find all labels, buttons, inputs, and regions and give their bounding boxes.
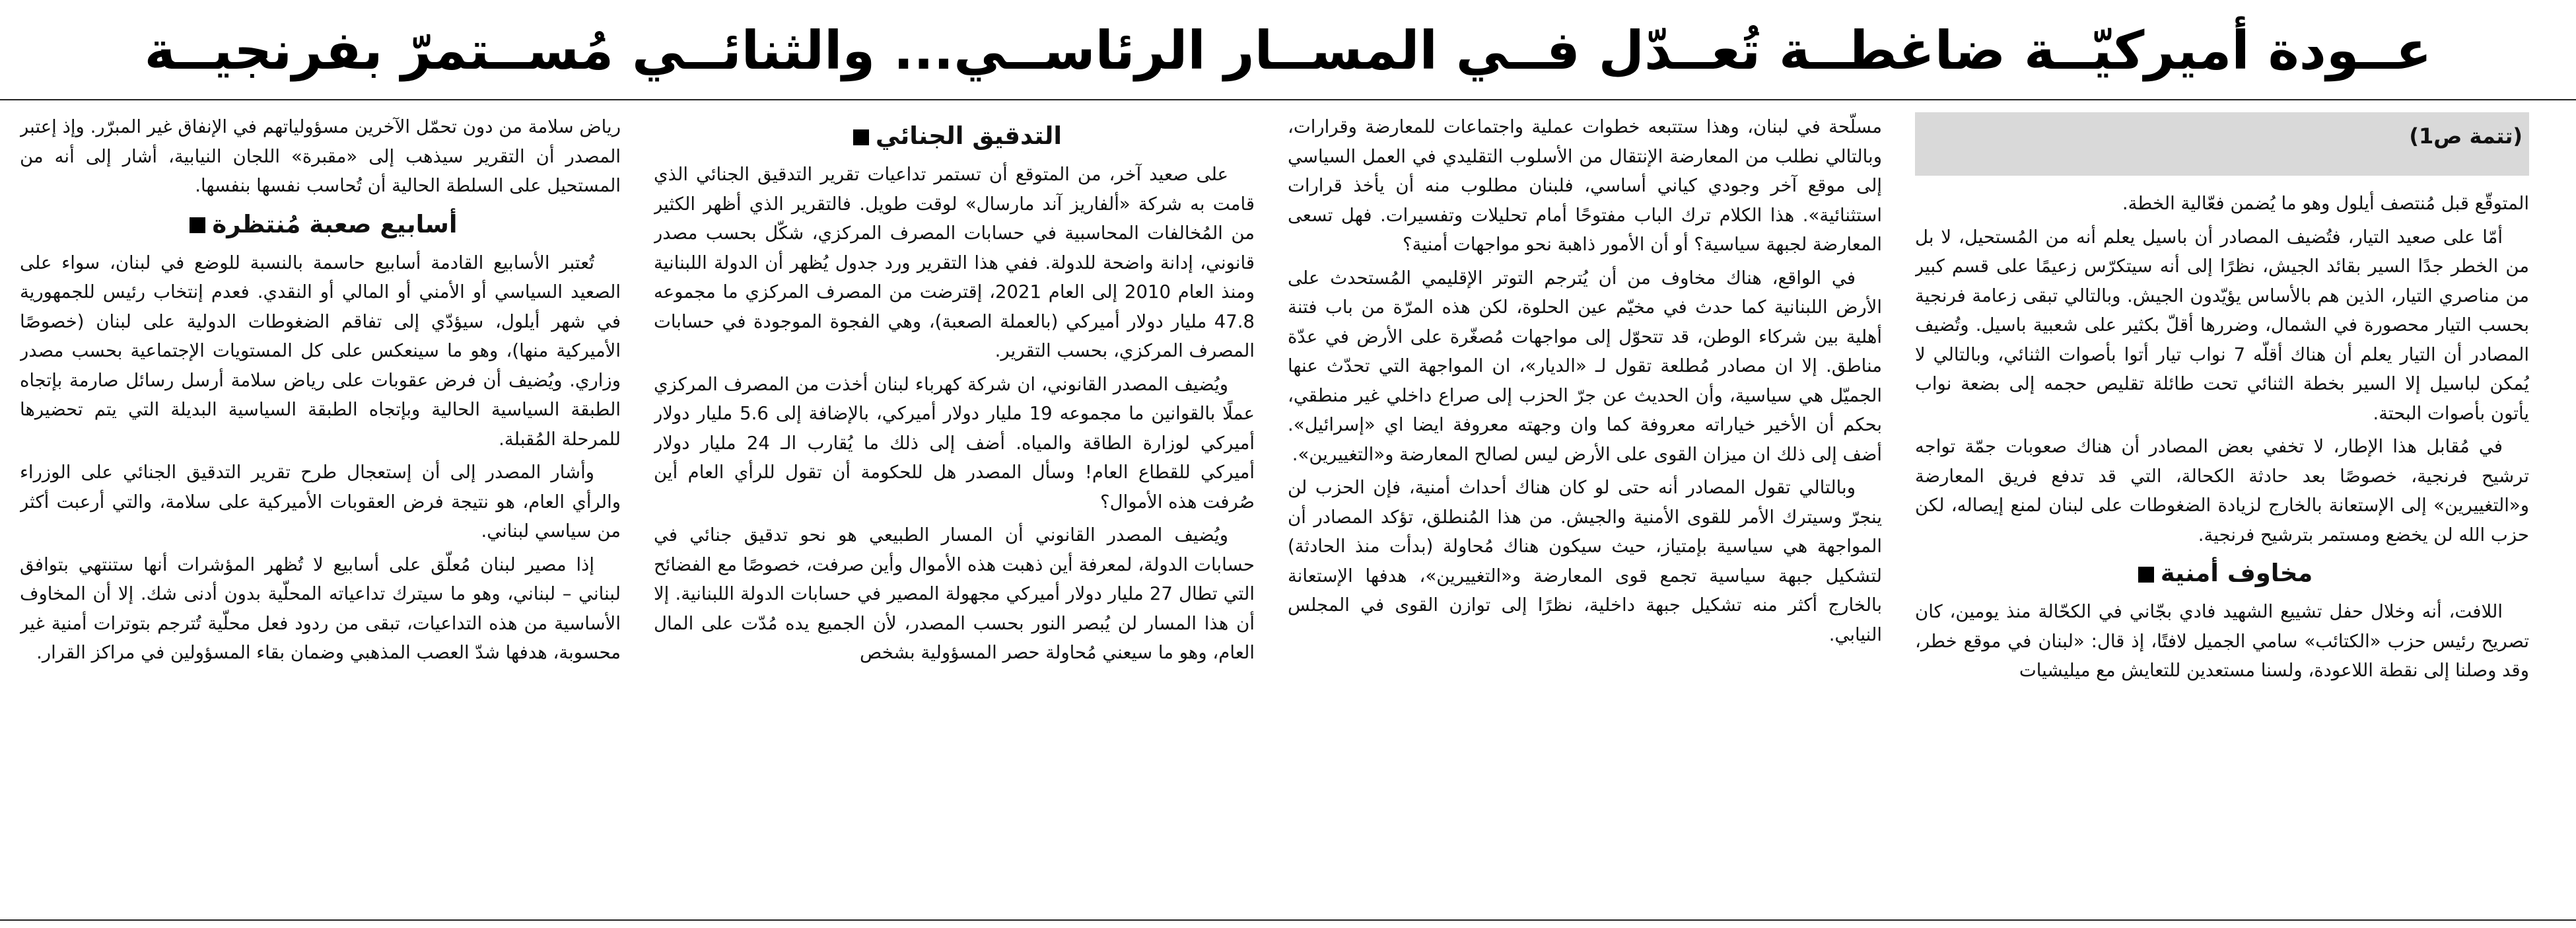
paragraph: ويُضيف المصدر القانوني، ان شركة كهرباء لبنان أخذت من المصرف المركزي عملًا بالقوانين ما مجموعه 19 مليار دولار أميركي، بالإضافة إلى 5.6 مليار دولار أميركي لوزارة الطاقة والمياه. أضف إلى ذلك ما يُقارب الـ 24 مليار دولار أميركي للقطاع العام! وسأل المصدر هل للحكومة أن تقول للرأي العام أين صُرفت هذه الأموال؟ — [654, 373, 1255, 513]
subheading — [20, 206, 621, 243]
headline: عــودة أميركيّــة ضاغطــة تُعــدّل فــي المســار الرئاســي... والثنائــي مُســتمرّ بفرنجيــة — [144, 20, 2432, 81]
square-bullet-icon — [190, 217, 205, 233]
square-bullet-icon — [2138, 567, 2154, 583]
subheading-text: مخاوف أمنية — [2160, 559, 2313, 587]
paragraph: رياض سلامة من دون تحمّل الآخرين مسؤولياتهم في الإنفاق غير المبرّر. وإذ إعتبر المصدر أن التقرير سيذهب إلى «مقبرة» اللجان النيابية، أشار إلى أنه من المستحيل على السلطة الحالية أن تُحاسب نفسها بنفسها. — [20, 116, 621, 196]
column-4 — [20, 112, 621, 911]
square-bullet-icon — [853, 129, 869, 145]
paragraph: وأشار المصدر إلى أن إستعجال طرح تقرير التدقيق الجنائي على الوزراء والرأي العام، هو نتيجة فرض العقوبات الأميركية على سلامة، والتي أرعبت أكثر من سياسي لبناني. — [20, 462, 621, 542]
continued-label: (تتمة ص1) — [2409, 124, 2523, 149]
paragraph: وبالتالي تقول المصادر أنه حتى لو كان هناك أحداث أمنية، فإن الحزب لن ينجرّ وسيترك الأمر للقوى الأمنية والجيش. من هذا المُنطلق، تؤكد المصادر أن المواجهة هي سياسية بإمتياز، حيث سيكون هناك مُحاولة (بدأت منذ الحادثة) لتشكيل جبهة سياسية تجمع قوى المعارضة و«التغييرين»، هدفها الإستعانة بالخارج أكثر منه تشكيل جبهة داخلية، نظرًا إلى توازن القوى في المجلس النيابي. — [1288, 477, 1882, 645]
subheading-text: التدقيق الجنائي — [875, 122, 1062, 150]
top-rule — [0, 99, 2576, 100]
paragraph: في مُقابل هذا الإطار، لا تخفي بعض المصادر أن هناك صعوبات جمّة تواجه ترشيح فرنجية، خصوصًا بعد حادثة الكحالة، التي قد تدفع فريق المعارضة و«التغييرين» إلى الإستعانة بالخارج لزيادة الضغوطات على لبنان لمنع إيصاله، لكن حزب الله لن يخضع ومستمر بترشيح فرنجية. — [1915, 436, 2529, 546]
subheading — [1915, 555, 2529, 592]
continued-bar — [1915, 112, 2529, 176]
column-1 — [1915, 112, 2529, 911]
paragraph: إذا مصير لبنان مُعلّق على أسابيع لا تُظهر المؤشرات أنها ستنتهي بتوافق لبناني – لبناني، وهو ما سيترك تداعياته المحلّية بدون أدنى شك. إلا أن المخاوف الأساسية من هذه التداعيات، تبقى من ردود فعل محلّية تُترجم بتوترات أمنية غير محسوبة، هدفها شدّ العصب المذهبي وضمان بقاء المسؤولين في مراكز القرار. — [20, 553, 621, 663]
paragraph: ويُضيف المصدر القانوني أن المسار الطبيعي هو نحو تدقيق جنائي في حسابات الدولة، لمعرفة أين ذهبت هذه الأموال وأين صرفت، خصوصًا مع الفضائح التي تطال 27 مليار دولار أميركي مجهولة المصير في حسابات الدولة اللبنانية. إلا أن هذا المسار لن يُبصر النور بحسب المصدر، لأن الجميع يده مُدّت على المال العام، وهو ما سيعني مُحاولة حصر المسؤولية بشخص — [654, 524, 1255, 663]
subheading — [654, 118, 1255, 155]
paragraph: اللافت، أنه وخلال حفل تشييع الشهيد فادي بجّاني في الكحّالة منذ يومين، كان تصريح رئيس حزب «الكتائب» سامي الجميل لافتًا، إذ قال: «لبنان في موقع خطر، وقد وصلنا إلى نقطة اللاعودة، ولسنا مستعدين للتعايش مع ميليشيات — [1915, 601, 2529, 681]
paragraph: في الواقع، هناك مخاوف من أن يُترجم التوتر الإقليمي المُستحدث على الأرض اللبنانية كما حدث في مخيّم عين الحلوة، لكن هذه المرّة من باب فتنة أهلية بين شركاء الوطن، قد تتحوّل إلى مواجهات مُصغّرة على الأرض في عدّة مناطق. إلا ان مصادر مُطلعة تقول لـ «الديار»، ان المواجهة التي تحدّث عنها الجميّل هي سياسية، وأن الحديث عن جرّ الحزب إلى صراع داخلي غير منطقي، بحكم أن الأخير خياراته معروفة كما وان وجهته معروفة ايضا اي «إسرائيل». أضف إلى ذلك ان ميزان القوى على الأرض ليس لصالح المعارضة و«التغييرين». — [1288, 267, 1882, 465]
bottom-rule — [0, 919, 2576, 921]
paragraph: مسلّحة في لبنان، وهذا ستتبعه خطوات عملية واجتماعات للمعارضة وقرارات، وبالتالي نطلب من المعارضة الإنتقال من الأسلوب التقليدي في العمل السياسي إلى موقع آخر وجودي كياني أساسي، فلبنان مطلوب منه أن يأخذ قرارات استثنائية». هذا الكلام ترك الباب مفتوحًا أمام تحليلات وتفسيرات. فهل تسعى المعارضة لجبهة سياسية؟ أو أن الأمور ذاهبة نحو مواجهات أمنية؟ — [1288, 116, 1882, 255]
paragraph: أمّا على صعيد التيار، فتُضيف المصادر أن باسيل يعلم أنه من المُستحيل، لا بل من الخطر جدًا السير بقائد الجيش، نظرًا إلى أنه سيتكرّس زعيمًا على قسم كبير من مناصري التيار، الذين هم بالأساس يؤيّدون الجيش. وبالتالي تبقى زعامة فرنجية بحسب التيار محصورة في الشمال، وضررها أقلّ بكثير على شعبية باسيل. وتُضيف المصادر أن التيار يعلم أن هناك أقلّه 7 نواب تيار أتوا بأصوات الثنائي، وبالتالي لا يُمكن لباسيل إلا السير بخطة الثنائي تحت طائلة تقليص حجمه إلى بضعة نواب يأتون بأصوات البحتة. — [1915, 226, 2529, 424]
column-3 — [654, 112, 1255, 911]
subheading-text: أسابيع صعبة مُنتظرة — [212, 209, 458, 238]
paragraph: المتوقّع قبل مُنتصف أيلول وهو ما يُضمن فعّالية الخطة. — [2122, 193, 2529, 214]
paragraph: تُعتبر الأسابيع القادمة أسابيع حاسمة بالنسبة للوضع في لبنان، سواء على الصعيد السياسي أو الأمني أو المالي أو النقدي. فعدم إنتخاب رئيس للجمهورية في شهر أيلول، سيؤدّي إلى تفاقم الضغوطات الدولية على لبنان (خصوصًا الأميركية منها)، وهو ما سينعكس على كل المستويات الإجتماعية بحسب مصدر وزاري. ويُضيف أن فرض عقوبات على رياض سلامة أرسل رسائل صارمة بإتجاه الطبقة السياسية الحالية وبإتجاه الطبقة السياسية البديلة التي يتم تحضيرها للمرحلة المُقبلة. — [20, 252, 621, 450]
column-2 — [1288, 112, 1882, 911]
paragraph: على صعيد آخر، من المتوقع أن تستمر تداعيات تقرير التدقيق الجنائي الذي قامت به شركة «ألفاريز آند مارسال» لوقت طويل. فالتقرير الذي أظهر الكثير من المُخالفات المحاسبية في حسابات المصرف المركزي، شكّل بحسب مصدر قانوني، إدانة واضحة للدولة. ففي هذا التقرير ورد جدول يُظهر أن الدولة اللبنانية ومنذ العام 2010 إلى العام 2021، إقترضت من المصرف المركزي ما مجموعه 47.8 مليار دولار أميركي (بالعملة الصعبة)، وهي الفجوة الموجودة في حسابات المصرف المركزي، بحسب التقرير. — [654, 164, 1255, 361]
